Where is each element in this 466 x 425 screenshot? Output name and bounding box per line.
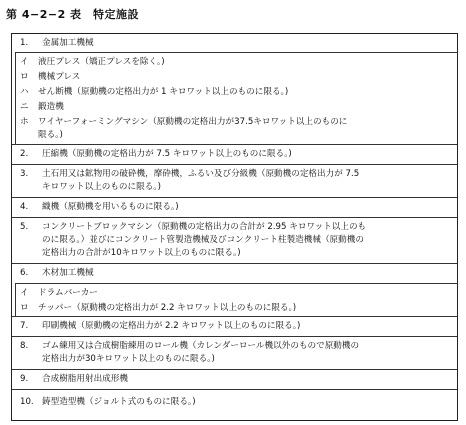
row-divider [12,217,457,218]
sub6-text-i: ドラムバーカー [38,288,98,298]
item-2-label: 圧縮機（原動機の定格出力が 7.5 キロワット以上のものに限る。) [42,149,292,159]
item-7-number: 7. [20,321,29,331]
item-10-label: 鋳型造型機（ジョルト式のものに限る。) [42,397,196,407]
item-10-number: 10. [20,397,34,407]
sub1-text-i: 液圧プレス（矯正プレスを除く。) [38,57,165,67]
table-title: 第 4−2−2 表 特定施設 [6,8,140,21]
item-3-number: 3. [20,169,29,179]
item-6-sublist [15,283,458,317]
item-8-label-line1: ゴム練用又は合成樹脂練用のロール機（カレンダーロール機以外のもので原動機の [42,341,360,351]
item-9-label: 合成樹脂用射出成形機 [42,374,128,384]
sub1-mark-i: イ [20,57,29,67]
row-divider [12,263,457,264]
item-8-number: 8. [20,341,29,351]
item-1-number: 1. [20,38,29,48]
sub6-mark-i: イ [20,288,29,298]
sub1-mark-ni: ニ [20,102,29,112]
item-1-sublist [15,52,458,145]
item-8-label-line2: 定格出力が30キロワット以上のものに限る。) [42,354,215,364]
item-4-number: 4. [20,202,29,212]
sub1-mark-ro: ロ [20,72,29,82]
sub1-text-ro: 機械プレス [38,72,81,82]
item-4-label: 織機（原動機を用いるものに限る。) [42,202,179,212]
sub1-text-ni: 鍛造機 [38,102,64,112]
specified-facilities-table [11,33,458,421]
row-divider [12,336,457,337]
item-3-label-line1: 土石用又は鉱物用の破砕機，摩砕機，ふるい及び分級機（原動機の定格出力が 7.5 [42,169,360,179]
item-1-label: 金属加工機械 [42,38,94,48]
row-divider [12,316,457,317]
sub6-mark-ro: ロ [20,303,29,313]
sub6-text-ro: チッパー（原動機の定格出力が 2.2 キロワット以上のものに限る。) [38,303,297,313]
item-5-label-line1: コンクリートブロックマシン（原動機の定格出力の合計が 2.95 キロワット以上のも [42,222,367,232]
row-divider [12,389,457,390]
item-7-label: 印刷機械（原動機の定格出力が 2.2 キロワット以上のものに限る。) [42,321,301,331]
item-5-label-line2: のに限る。）並びにコンクリート管製造機械及びコンクリート柱製造機械（原動機の [42,235,364,245]
row-divider [12,369,457,370]
item-5-number: 5. [20,222,29,232]
sub1-text-ha: せん断機（原動機の定格出力が 1 キロワット以上のものに限る。) [38,87,289,97]
row-divider [12,144,457,145]
row-divider [12,197,457,198]
item-9-number: 9. [20,374,29,384]
sub1-mark-ho: ホ [20,117,29,127]
sub1-text-ho-cont: 限る。) [38,130,63,140]
item-6-number: 6. [20,268,29,278]
item-3-label-line2: キロワット以上のものに限る。) [42,182,161,192]
item-6-label: 木材加工機械 [42,268,94,278]
item-5-label-line3: 定格出力の合計が10キロワット以上のものに限る。) [42,248,241,258]
item-2-number: 2. [20,149,29,159]
sub1-mark-ha: ハ [20,87,29,97]
sub1-text-ho: ワイヤーフォーミングマシン（原動機の定格出力が37.5キロワット以上のものに [38,117,348,127]
row-divider [12,164,457,165]
